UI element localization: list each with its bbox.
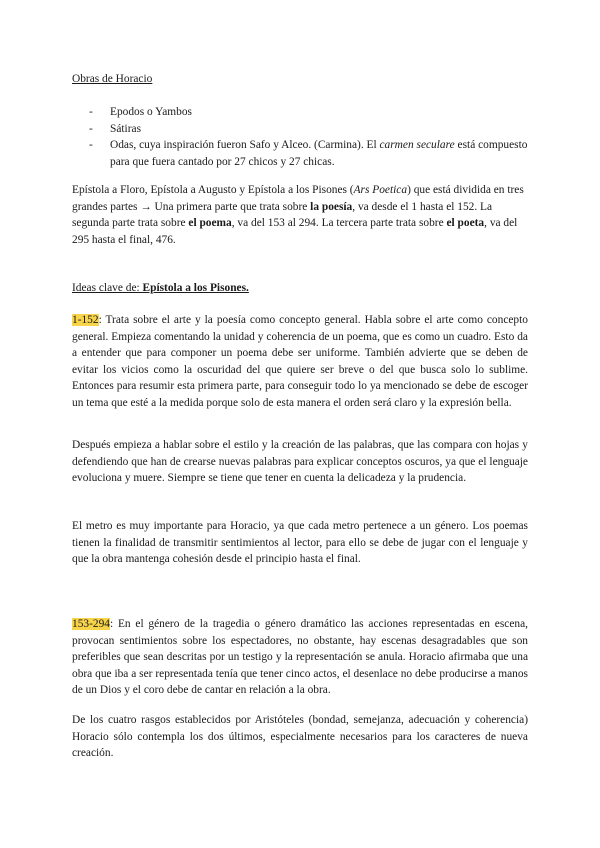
- list-item-text: Sátiras: [110, 122, 142, 135]
- heading-obras-de-horacio: Obras de Horacio: [72, 73, 153, 85]
- section-1-152-paragraph: 1-152: Trata sobre el arte y la poesía como concepto general. Habla sobre el arte como concepto general. Empieza comentando la unidad y coherencia de un poema, que es como un cuadro. Esto da a entender que para componer un poema debe ser uniforme. También advierte que se deben de evitar los vicios como la oscuridad del que quiere ser breve o del que busca solo lo sublime. Entonces para resumir esta primera parte, para conseguir todo lo ya mencionado se debe de escoger un tema que esté a la medida porque solo de esta manera el orden será claro y la expresión bella.: [72, 314, 528, 409]
- list-item: [72, 121, 532, 138]
- section-153-294-paragraph: 153-294: En el género de la tragedia o género dramático las acciones representadas en escena, provocan sentimientos sobre los espectadores, no obstante, hay escenas desagradables que son preferibles que sean descritas por un testigo y la representación se anula. Horacio afirmaba que una obra que iba a ser representada tenía que tener cinco actos, el desenlace no debe producirse a manos de un Dios y el coro debe de cantar en relación a la obra.: [72, 618, 528, 696]
- estilo-paragraph: Después empieza a hablar sobre el estilo y la creación de las palabras, que las compara con hojas y defendiendo que han de crearse nuevas palabras para explicar conceptos oscuros, ya que el lenguaje evoluciona y muere. Siempre se tiene que tener en cuenta la delicadeza y la prudencia.: [72, 439, 528, 484]
- list-item: [72, 137, 532, 170]
- ideas-clave-heading: Ideas clave de: Epístola a los Pisones.: [72, 282, 249, 294]
- obras-list: [72, 104, 532, 170]
- carmen-seculare-italic: carmen seculare: [379, 139, 455, 151]
- list-item-text: Epodos o Yambos: [110, 106, 192, 118]
- el-poeta-bold: el poeta: [446, 217, 485, 229]
- range-highlight-1-152: 1-152: [72, 314, 99, 326]
- ars-poetica-italic: Ars Poetica: [353, 184, 408, 196]
- el-poema-bold: el poema: [188, 217, 232, 229]
- list-item-text: Odas, cuya inspiración fueron Safo y Alceo. (Carmina). El: [110, 139, 380, 151]
- metro-paragraph: El metro es muy importante para Horacio, ya que cada metro pertenece a un género. Los poemas tienen la finalidad de transmitir sentimientos al lector, para ello se debe de jugar con el lenguaje y que la obra mantenga cohesión desde el principio hasta el final.: [72, 520, 528, 565]
- la-poesia-bold: la poesía: [310, 200, 353, 213]
- epistolas-paragraph: Epístola a Floro, Epístola a Augusto y Epístola a los Pisones (Ars Poetica) que está dividida en tres grandes partes → Una primera parte que trata sobre la poesía, va desde el 1 hasta el 152. La segunda parte trata sobre el poema, va del 153 al 294. La tercera parte trata sobre el poeta, va del 295 hasta el final, 476.: [72, 184, 524, 246]
- list-item-text-end: está compuesto para que fuera cantado por 27 chicos y 27 chicas.: [110, 139, 528, 168]
- rasgos-paragraph: De los cuatro rasgos establecidos por Aristóteles (bondad, semejanza, adecuación y coherencia) Horacio sólo contempla los dos últimos, especialmente necesarios para los caracteres de nueva creación.: [72, 714, 528, 759]
- range-highlight-153-294: 153-294: [72, 618, 110, 630]
- epistola-pisones-bold: Epístola a los Pisones.: [142, 282, 249, 294]
- list-item: [72, 104, 532, 121]
